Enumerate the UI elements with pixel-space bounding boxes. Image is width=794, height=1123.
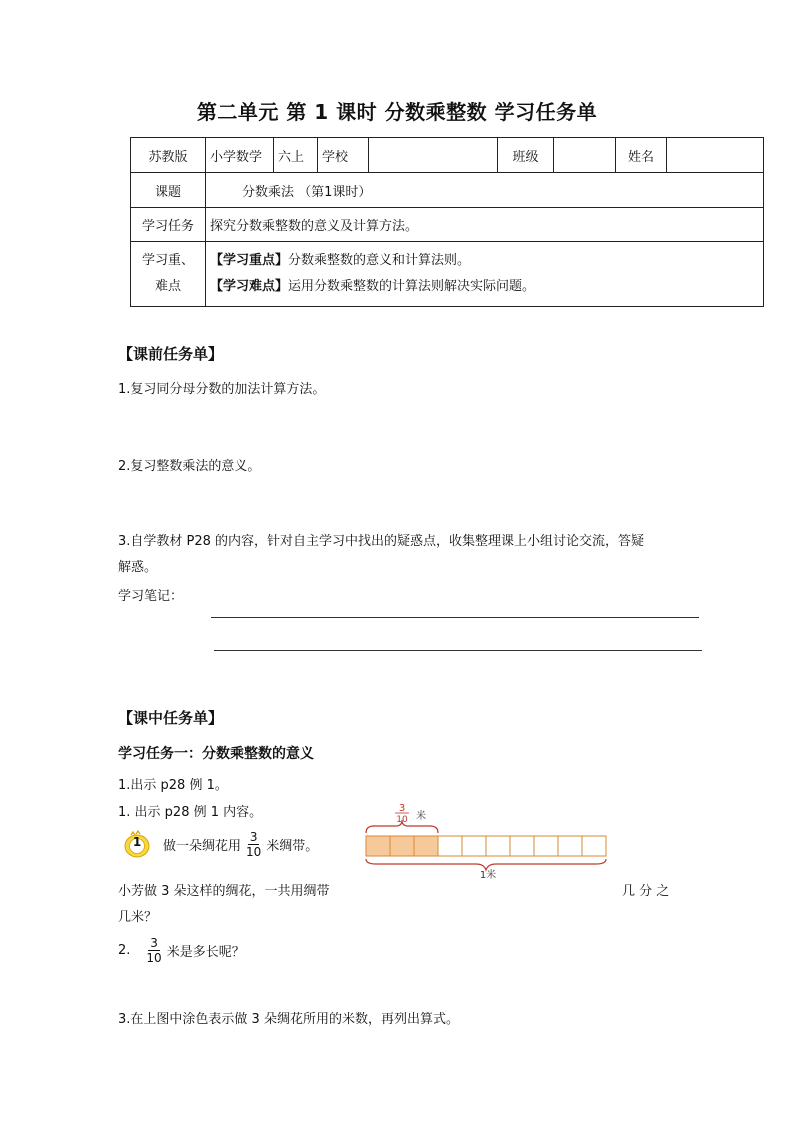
- question-left: 小芳做 3 朵这样的绸花，一共用绸带: [118, 884, 330, 899]
- notes-line-2[interactable]: [214, 650, 702, 651]
- ribbon-cells: [366, 836, 606, 856]
- q2-fraction-numerator: 3: [150, 936, 158, 950]
- focus-content: [206, 242, 764, 307]
- grade-cell: 六上: [274, 138, 318, 173]
- key-text: 分数乘整数的意义和计算法则。: [288, 253, 471, 268]
- notes-line-1[interactable]: [211, 617, 699, 618]
- topic-value: 分数乘法 （第1课时）: [206, 173, 764, 208]
- example-sentence: [163, 830, 318, 859]
- ribbon-cell: [582, 836, 606, 856]
- bottom-brace: [366, 859, 606, 880]
- fraction-numerator: 3: [249, 830, 258, 844]
- ribbon-cell: [558, 836, 582, 856]
- in-class-heading: 【课中任务单】: [118, 709, 224, 727]
- task-value: 探究分数乘整数的意义及计算方法。: [206, 208, 764, 242]
- ribbon-cell-shaded: [414, 836, 438, 856]
- page-title: 第二单元 第 1 课时 分数乘整数 学习任务单: [196, 100, 598, 124]
- pre-item-3-line2: 解惑。: [118, 560, 158, 575]
- difficulty-tag: 【学习难点】: [210, 279, 289, 294]
- question-2: [118, 936, 245, 965]
- ribbon-cell-shaded: [366, 836, 390, 856]
- class-label: 班级: [498, 138, 554, 173]
- task1-title: 学习任务一：分数乘整数的意义: [118, 746, 314, 762]
- top-frac-den: 10: [396, 815, 408, 825]
- class-field[interactable]: [554, 138, 616, 173]
- name-label: 姓名: [616, 138, 667, 173]
- example-badge-number: 1: [132, 835, 142, 849]
- question-right: 几 分 之: [622, 884, 670, 899]
- top-fraction-label: [395, 803, 426, 825]
- bottom-unit-label: 1米: [479, 870, 497, 880]
- task1-item-1: 1.出示 p28 例 1。: [118, 778, 228, 793]
- task1-item-2: 1. 出示 p28 例 1 内容。: [118, 805, 263, 820]
- ribbon-cell: [462, 836, 486, 856]
- q2-fraction-denominator: 10: [146, 951, 162, 965]
- ribbon-cell: [534, 836, 558, 856]
- pre-item-2: 2.复习整数乘法的意义。: [118, 459, 261, 474]
- key-tag: 【学习重点】: [210, 253, 289, 268]
- subject-cell: 小学数学: [206, 138, 274, 173]
- top-frac-num: 3: [398, 803, 406, 814]
- name-field[interactable]: [667, 138, 764, 173]
- ribbon-cell-shaded: [390, 836, 414, 856]
- school-field[interactable]: [369, 138, 498, 173]
- task-label: 学习任务: [131, 208, 206, 242]
- fraction-3-10: [244, 830, 263, 859]
- publisher-cell: 苏教版: [131, 138, 206, 173]
- top-unit-label: 米: [416, 811, 426, 822]
- example-text-after: 米绸带。: [266, 839, 319, 854]
- q2-fraction: [144, 936, 163, 965]
- focus-label-line2: 难点: [154, 279, 181, 294]
- focus-label-line1: 学习重、: [141, 253, 194, 268]
- q2-text: 米是多长呢？: [166, 945, 245, 960]
- fraction-denominator: 10: [246, 845, 262, 859]
- ribbon-cell: [510, 836, 534, 856]
- q2-prefix: 2.: [118, 943, 131, 958]
- question-line-2: 几米？: [118, 910, 158, 925]
- example-text-before: 做一朵绸花用: [163, 839, 242, 854]
- ribbon-diagram: [360, 800, 612, 880]
- focus-label: [131, 242, 206, 307]
- ribbon-cell: [438, 836, 462, 856]
- notes-label: 学习笔记：: [118, 589, 184, 604]
- pre-item-3-line1: 3.自学教材 P28 的内容，针对自主学习中找出的疑惑点，收集整理课上小组讨论交流，答疑: [118, 534, 645, 549]
- info-table: [130, 137, 764, 307]
- difficulty-text: 运用分数乘整数的计算法则解决实际问题。: [288, 279, 536, 294]
- school-label: 学校: [318, 138, 369, 173]
- ribbon-cell: [486, 836, 510, 856]
- question-3: 3.在上图中涂色表示做 3 朵绸花所用的米数，再列出算式。: [118, 1012, 459, 1027]
- pre-item-1: 1.复习同分母分数的加法计算方法。: [118, 382, 326, 397]
- topic-label: 课题: [131, 173, 206, 208]
- pre-class-heading: 【课前任务单】: [118, 345, 224, 363]
